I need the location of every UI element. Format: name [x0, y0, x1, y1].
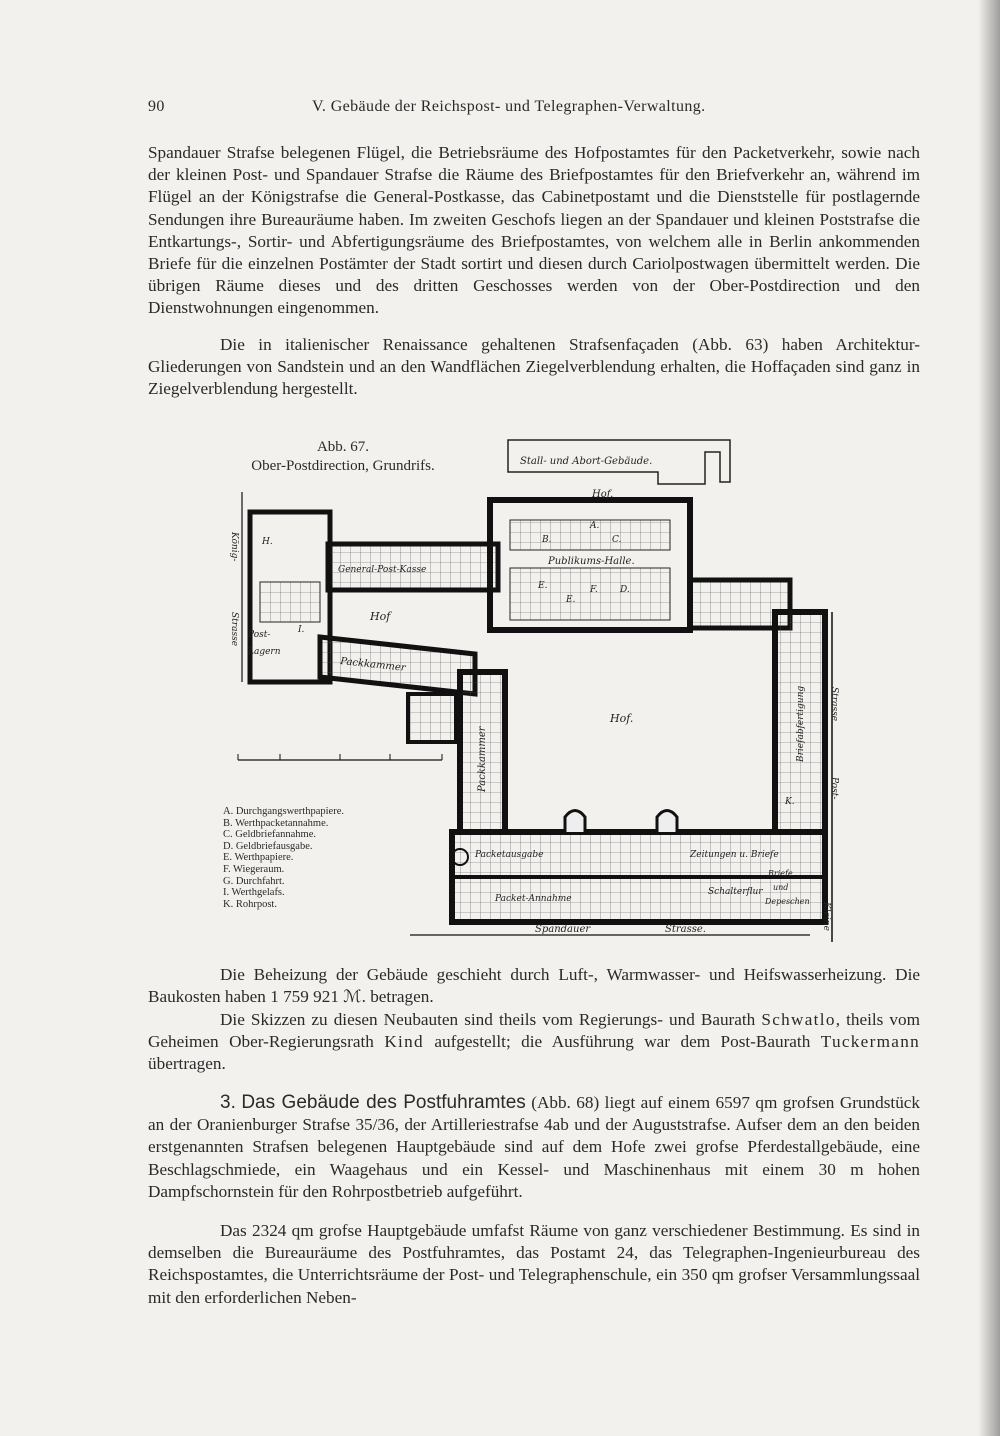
sketch-text-3: aufgestellt; die Ausführung war dem Post-Baurath	[423, 1032, 821, 1052]
figure-number: Abb. 67.	[316, 439, 370, 455]
letter-e2: E.	[566, 595, 576, 605]
label-zeitungen-briefe: Zeitungen u. Briefe	[690, 850, 779, 860]
legend-item: I. Werthgelafs.	[223, 887, 285, 899]
label-und: und	[773, 883, 789, 892]
label-hof-top: Hof.	[592, 489, 614, 500]
heating-paragraph: Die Beheizung der Gebäude geschieht durch Luft-, Warmwasser- und Heifswasserheizung. Die Baukosten haben 1 759 921 ℳ. betragen.	[148, 965, 920, 1007]
label-publikums-halle: Publikums-Halle.	[548, 556, 635, 567]
label-hof-main: Hof.	[610, 712, 634, 725]
top-paragraph: Spandauer Strafse belegenen Flügel, die Betriebsräume des Hofpostamtes für den Packetverkehr, sowie nach der kleinen Post- und Spandauer Strafse die Räume des Briefpostamtes für den Briefverkehr an, während im Flügel an der Königstrafse die General-Postkasse, das Cabinetpostamt und die Dienststelle für postlagernde Sendungen ihre Bureauräume haben. Im zweiten Geschofs liegen an der Spandauer und kleinen Poststrafse die Entkartungs-, Sortir- und Abfertigungsräume des Briefpostamtes, von welchem alle in Berlin ankommenden Briefe für die einzelnen Postämter der Stadt sortirt und diesen durch Cariolpostwagen übermittelt werden. Die übrigen Räume dieses und des dritten Geschosses werden von der Ober-Postdirection und den Dienstwohnungen eingenommen.	[148, 143, 920, 318]
label-stall: Stall- und Abort-Gebäude.	[520, 456, 653, 467]
label-strasse-bottom: Strasse.	[665, 924, 706, 935]
legend-item: B. Werthpacketannahme.	[223, 817, 329, 829]
label-general-post-kasse: General-Post-Kasse	[338, 565, 427, 575]
section-number: 3.	[220, 1092, 236, 1113]
sketch-paragraph	[148, 1009, 920, 1076]
label-spandauer: Spandauer	[535, 924, 591, 935]
figure-caption: Ober-Postdirection, Grundrifs.	[251, 458, 435, 474]
label-post-street: Post-	[829, 777, 839, 800]
page-number: 90	[148, 98, 165, 115]
label-strasse-right: Strasse	[829, 687, 839, 722]
section-title: Das Gebäude des Postfuhramtes	[241, 1092, 526, 1113]
sketch-text-2: , theils vom Geheimen Ober-Regierungsrath	[148, 1010, 920, 1052]
label-lagern: Lagern	[248, 647, 281, 657]
label-schalterflur: Schalterflur	[708, 887, 763, 897]
letter-f: F.	[590, 585, 598, 595]
name-kind: Kind	[384, 1032, 424, 1052]
legend-item: C. Geldbriefannahme.	[223, 829, 317, 841]
figure-legend	[223, 806, 344, 910]
label-post: Post-	[248, 630, 271, 640]
label-koenig: König-	[229, 532, 239, 562]
letter-k: K.	[785, 797, 795, 807]
name-schwatlo: Schwatlo	[761, 1010, 836, 1029]
legend-item: G. Durchfahrt.	[223, 875, 285, 887]
label-packkammer-b: Packkammer	[477, 726, 488, 792]
running-header	[148, 98, 918, 122]
legend-item: F. Wiegeraum.	[223, 863, 285, 875]
letter-a: A.	[590, 521, 600, 531]
sketch-text-4: übertragen.	[148, 1054, 226, 1074]
legend-item: A. Durchgangswerthpapiere.	[223, 806, 344, 817]
sketch-text-1: Die Skizzen zu diesen Neubauten sind theils vom Regierungs- und Baurath	[220, 1010, 762, 1029]
label-packetausgabe: Packetausgabe	[475, 850, 544, 860]
label-kleine: Kleine	[821, 902, 831, 931]
letter-c: C.	[612, 535, 622, 545]
label-briefe: Briefe	[768, 869, 793, 878]
label-packkammer-a: Packkammer	[339, 656, 407, 674]
legend-item: D. Geldbriefausgabe.	[223, 840, 313, 852]
label-strasse-left: Strasse	[229, 612, 239, 647]
last-paragraph: Das 2324 qm grofse Hauptgebäude umfafst Räume von ganz verschiedener Bestimmung. Es sind in demselben die Bureauräume des Postfuhramtes, das Postamt 24, das Telegraphen-Ingenieurbureau des Reichspostamtes, die Unterrichtsräume der Post- und Telegraphenschule, ein 350 qm grofser Versammlungssaal mit den erforderlichen Neben-	[148, 1221, 920, 1307]
letter-d: D.	[620, 585, 630, 595]
label-depeschen: Depeschen	[765, 897, 810, 906]
label-packet-annahme: Packet-Annahme	[495, 894, 572, 904]
legend-item: E. Werthpapiere.	[223, 852, 294, 864]
section-3-paragraph	[148, 1092, 920, 1203]
letter-h: H.	[262, 537, 273, 547]
letter-e1: E.	[538, 581, 548, 591]
page-edge-shadow	[978, 0, 1000, 1436]
section-text: (Abb. 68) liegt auf einem 6597 qm grofsen Grundstück an der Oranienburger Strafse 35/36, der Artilleriestrafse 4ab und der Auguststrafse. Aufser dem an den beiden erstgenannten Strafsen belegenen Hauptgebäude sind auf dem Hofe zwei grofse Pferdestallgebäude, eine Beschlagschmiede, ein Waagehaus und ein Kessel- und Maschinenhaus mit einem 30 m hohen Dampfschornstein für den Rohrpostbetrieb aufgeführt.	[148, 1093, 921, 1201]
name-tuckermann: Tuckermann	[820, 1032, 921, 1052]
label-hof-left: Hof	[370, 610, 391, 623]
letter-b: B.	[542, 535, 552, 545]
label-briefabfertigung: Briefabfertigung	[796, 685, 806, 762]
letter-i: I.	[298, 625, 305, 635]
renaissance-paragraph: Die in italienischer Renaissance gehaltenen Strafsenfaçaden (Abb. 63) haben Architektur-Gliederungen von Sandstein und an den Wandflächen Ziegelverblendung erhalten, die Hoffaçaden sind ganz in Ziegelverblendung hergestellt.	[148, 335, 920, 399]
legend-item: K. Rohrpost.	[223, 898, 277, 910]
running-title: V. Gebäude der Reichspost- und Telegraphen-Verwaltung.	[312, 98, 706, 115]
